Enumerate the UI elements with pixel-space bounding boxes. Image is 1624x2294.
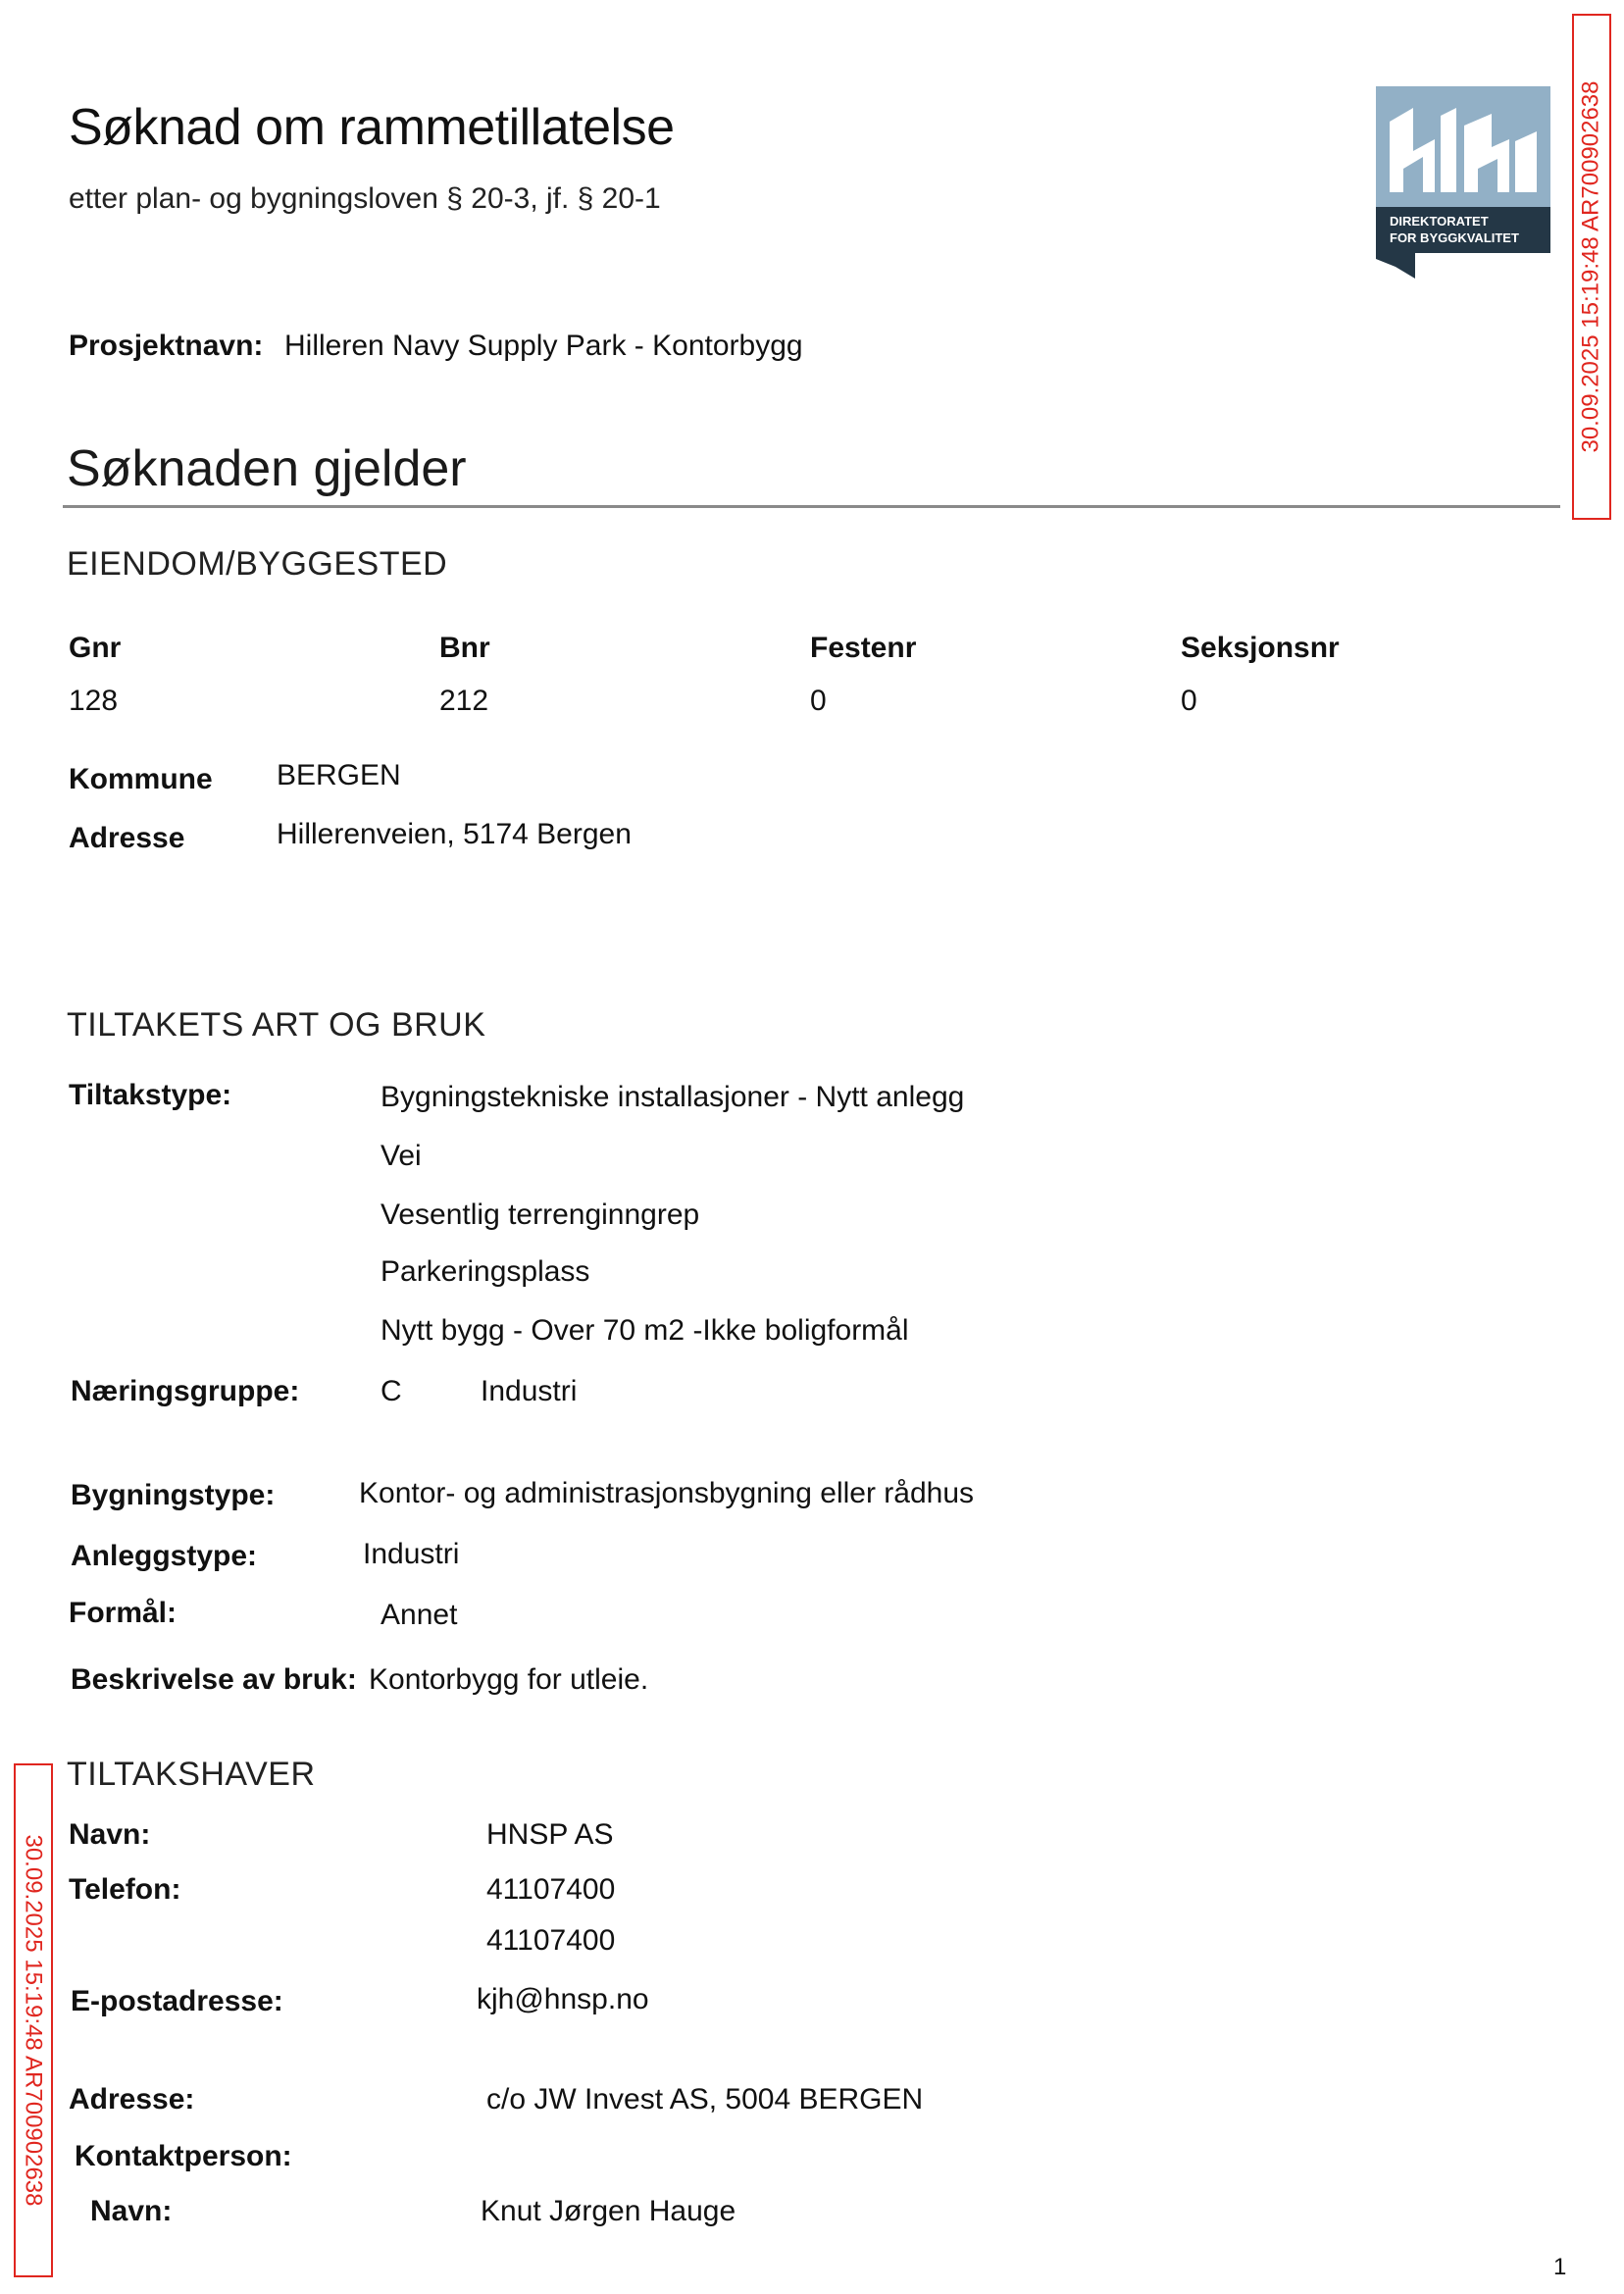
- festenr-value: 0: [810, 685, 827, 717]
- formal-label: Formål:: [69, 1597, 178, 1629]
- beskrivelse-value: Kontorbygg for utleie.: [369, 1663, 649, 1696]
- seksjonsnr-value: 0: [1181, 685, 1197, 717]
- beskrivelse-label: Beskrivelse av bruk:: [71, 1663, 357, 1696]
- anleggstype-value: Industri: [363, 1538, 460, 1570]
- naeringsgruppe-label: Næringsgruppe:: [71, 1375, 300, 1407]
- telefon-value: 41107400: [486, 1924, 616, 1957]
- adresse-label: Adresse: [69, 822, 185, 854]
- kontakt-navn-label: Navn:: [90, 2195, 173, 2227]
- tiltakshaver-adresse-value: c/o JW Invest AS, 5004 BERGEN: [486, 2083, 924, 2116]
- section-divider: [63, 505, 1560, 508]
- document-subtitle: etter plan- og bygningsloven § 20-3, jf. § 20-1: [69, 182, 661, 215]
- bygningstype-label: Bygningstype:: [71, 1479, 276, 1511]
- logo-text-line1: DIREKTORATET: [1390, 214, 1489, 229]
- gnr-label: Gnr: [69, 632, 122, 664]
- navn-value: HNSP AS: [486, 1818, 614, 1851]
- adresse-value: Hillerenveien, 5174 Bergen: [277, 818, 632, 850]
- dibk-logo: [1376, 86, 1550, 279]
- timestamp-stamp-top: 30.09.2025 15:19:48 AR700902638: [1572, 14, 1611, 520]
- project-label: Prosjektnavn:: [69, 330, 264, 362]
- kontakt-navn-value: Knut Jørgen Hauge: [481, 2195, 736, 2227]
- section-heading-eiendom: EIENDOM/BYGGESTED: [67, 545, 448, 583]
- epost-label: E-postadresse:: [71, 1985, 283, 2017]
- navn-label: Navn:: [69, 1818, 151, 1851]
- anleggstype-label: Anleggstype:: [71, 1540, 258, 1572]
- telefon-label: Telefon:: [69, 1873, 181, 1906]
- formal-value: Annet: [381, 1599, 458, 1631]
- naeringsgruppe-code: C: [381, 1375, 402, 1407]
- tiltakstype-item: Bygningstekniske installasjoner - Nytt anlegg: [381, 1081, 965, 1113]
- kommune-label: Kommune: [69, 763, 213, 795]
- telefon-value: 41107400: [486, 1873, 616, 1906]
- page-number: 1: [1553, 2254, 1567, 2280]
- section-heading-tiltakshaver: TILTAKSHAVER: [67, 1756, 316, 1793]
- kommune-value: BERGEN: [277, 759, 401, 791]
- tiltakstype-item: Vei: [381, 1140, 422, 1172]
- tiltakstype-item: Vesentlig terrenginngrep: [381, 1198, 700, 1231]
- tiltakstype-label: Tiltakstype:: [69, 1079, 232, 1111]
- project-value: Hilleren Navy Supply Park - Kontorbygg: [284, 330, 803, 362]
- epost-value: kjh@hnsp.no: [477, 1983, 649, 2015]
- section-heading-tiltak: TILTAKETS ART OG BRUK: [67, 1006, 486, 1044]
- naeringsgruppe-name: Industri: [481, 1375, 578, 1407]
- festenr-label: Festenr: [810, 632, 917, 664]
- bnr-value: 212: [439, 685, 489, 717]
- timestamp-stamp-bottom: 30.09.2025 15:19:48 AR700902638: [14, 1763, 53, 2277]
- seksjonsnr-label: Seksjonsnr: [1181, 632, 1340, 664]
- section-title-soknaden: Søknaden gjelder: [67, 440, 467, 497]
- tiltakstype-item: Nytt bygg - Over 70 m2 -Ikke boligformål: [381, 1314, 909, 1347]
- gnr-value: 128: [69, 685, 119, 717]
- logo-text-line2: FOR BYGGKVALITET: [1390, 230, 1519, 245]
- kontaktperson-label: Kontaktperson:: [75, 2140, 292, 2172]
- document-title: Søknad om rammetillatelse: [69, 99, 675, 156]
- bygningstype-value: Kontor- og administrasjonsbygning eller rådhus: [359, 1477, 975, 1509]
- tiltakshaver-adresse-label: Adresse:: [69, 2083, 195, 2116]
- bnr-label: Bnr: [439, 632, 490, 664]
- tiltakstype-item: Parkeringsplass: [381, 1255, 590, 1288]
